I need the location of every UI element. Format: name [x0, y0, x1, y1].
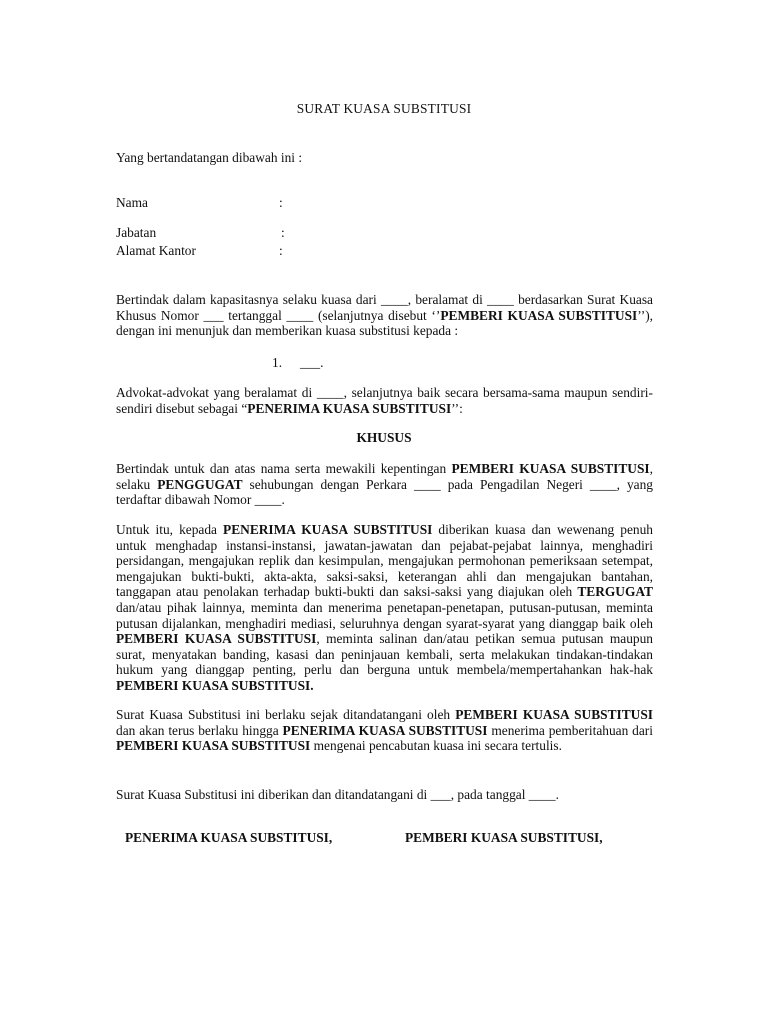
paragraph-advokat-text-2: ’’: [451, 400, 463, 416]
paragraph-berlaku-bold-1: PEMBERI KUASA SUBSTITUSI [455, 707, 653, 722]
paragraph-bertindak-text-2: , selaku [116, 461, 653, 492]
document-title: SURAT KUASA SUBSTITUSI [296, 101, 472, 116]
field-colon-jabatan: : [281, 225, 285, 240]
paragraph-berlaku-bold-2: PENERIMA KUASA SUBSTITUSI [282, 722, 488, 738]
paragraph-kapasitas-bold-1: PEMBERI KUASA SUBSTITUSI [440, 307, 638, 323]
list-item-text: ___. [300, 355, 324, 370]
field-colon-nama: : [279, 195, 283, 210]
paragraph-berlaku-text-4: mengenai pencabutan kuasa ini secara tertulis. [310, 738, 562, 754]
paragraph-wewenang-bold-3: PEMBERI KUASA SUBSTITUSI [116, 631, 317, 647]
paragraph-advokat [116, 385, 653, 416]
paragraph-berlaku-text-3: menerima pemberitahuan dari [487, 722, 653, 738]
paragraph-bertindak-text-3: sehubungan dengan Perkara ____ pada Pengadilan Negeri ____, yang terdaftar dibawah Nomor ____. [116, 476, 653, 508]
signature-label-pemberi: PEMBERI KUASA SUBSTITUSI, [405, 830, 603, 845]
paragraph-kapasitas [116, 292, 653, 339]
intro-text: Yang bertandatangan dibawah ini : [116, 150, 303, 165]
field-label-nama: Nama [116, 195, 148, 210]
field-colon-alamat-kantor: : [279, 243, 283, 258]
paragraph-bertindak-bold-1: PEMBERI KUASA SUBSTITUSI [451, 461, 650, 476]
paragraph-ditandatangani: Surat Kuasa Substitusi ini diberikan dan ditandatangani di ___, pada tanggal ____. [116, 787, 559, 802]
paragraph-wewenang-bold-4: PEMBERI KUASA SUBSTITUSI. [116, 677, 314, 693]
list-item-number: 1. [272, 355, 283, 370]
paragraph-advokat-text-1: Advokat-advokat yang beralamat di ____, selanjutnya baik secara bersama-sama maupun sendiri-sendiri disebut sebagai “ [116, 385, 653, 416]
paragraph-berlaku-text-1: Surat Kuasa Substitusi ini berlaku sejak ditandatangani oleh [116, 707, 456, 722]
paragraph-bertindak [116, 461, 653, 508]
paragraph-bertindak-text-1: Bertindak untuk dan atas nama serta mewakili kepentingan [116, 461, 452, 476]
field-label-alamat-kantor: Alamat Kantor [116, 243, 196, 258]
paragraph-berlaku [116, 707, 653, 754]
paragraph-berlaku-text-2: dan akan terus berlaku hingga [116, 722, 283, 738]
paragraph-wewenang-text-2: diberikan kuasa dan wewenang penuh untuk menghadap instansi-instansi, jawatan-jawatan dan pejabat-pejabat lainnya, menghadiri persidangan, mengajukan replik dan kesimpulan, mengajukan permohonan pemeriksaan setempat, mengajukan bukti-bukti, akta-akta, saksi-saksi, keterangan ahli dan mengajukan bantahan, tanggapan atau penolakan terhadap bukti-bukti dan saksi-saksi yang diajukan oleh [116, 522, 653, 600]
paragraph-wewenang [116, 522, 653, 694]
paragraph-berlaku-bold-3: PEMBERI KUASA SUBSTITUSI [116, 738, 311, 754]
paragraph-bertindak-bold-2: PENGGUGAT [157, 476, 243, 492]
paragraph-kapasitas-text-1: Bertindak dalam kapasitasnya selaku kuasa dari ____, beralamat di ____ berdasarkan Surat Kuasa Khusus Nomor ___ tertanggal ____ (selanjutnya disebut ‘’ [116, 292, 653, 323]
paragraph-wewenang-bold-2: TERGUGAT [577, 584, 653, 600]
paragraph-advokat-bold-1: PENERIMA KUASA SUBSTITUSI [247, 400, 452, 416]
paragraph-wewenang-text-1: Untuk itu, kepada [116, 522, 224, 537]
section-heading-khusus: KHUSUS [356, 430, 412, 445]
paragraph-wewenang-text-3: dan/atau pihak lainnya, meminta dan menerima penetapan-penetapan, putusan-putusan, meminta putusan dijalankan, menghadiri mediasi, seluruhnya dengan syarat-syarat yang dianggap baik oleh [116, 599, 653, 631]
paragraph-wewenang-bold-1: PENERIMA KUASA SUBSTITUSI [223, 522, 433, 537]
paragraph-kapasitas-text-2: ’’), dengan ini menunjuk dan memberikan kuasa substitusi kepada : [116, 307, 653, 339]
field-label-jabatan: Jabatan [116, 225, 157, 240]
signature-label-penerima: PENERIMA KUASA SUBSTITUSI, [125, 830, 333, 845]
paragraph-wewenang-text-4: , meminta salinan dan/atau petikan semua putusan maupun surat, menyatakan banding, kasasi dan peninjauan kembali, serta melakukan tindakan-tindakan hukum yang dianggap penting, perlu dan berguna untuk membela/mempertahankan hak-hak [116, 631, 653, 678]
